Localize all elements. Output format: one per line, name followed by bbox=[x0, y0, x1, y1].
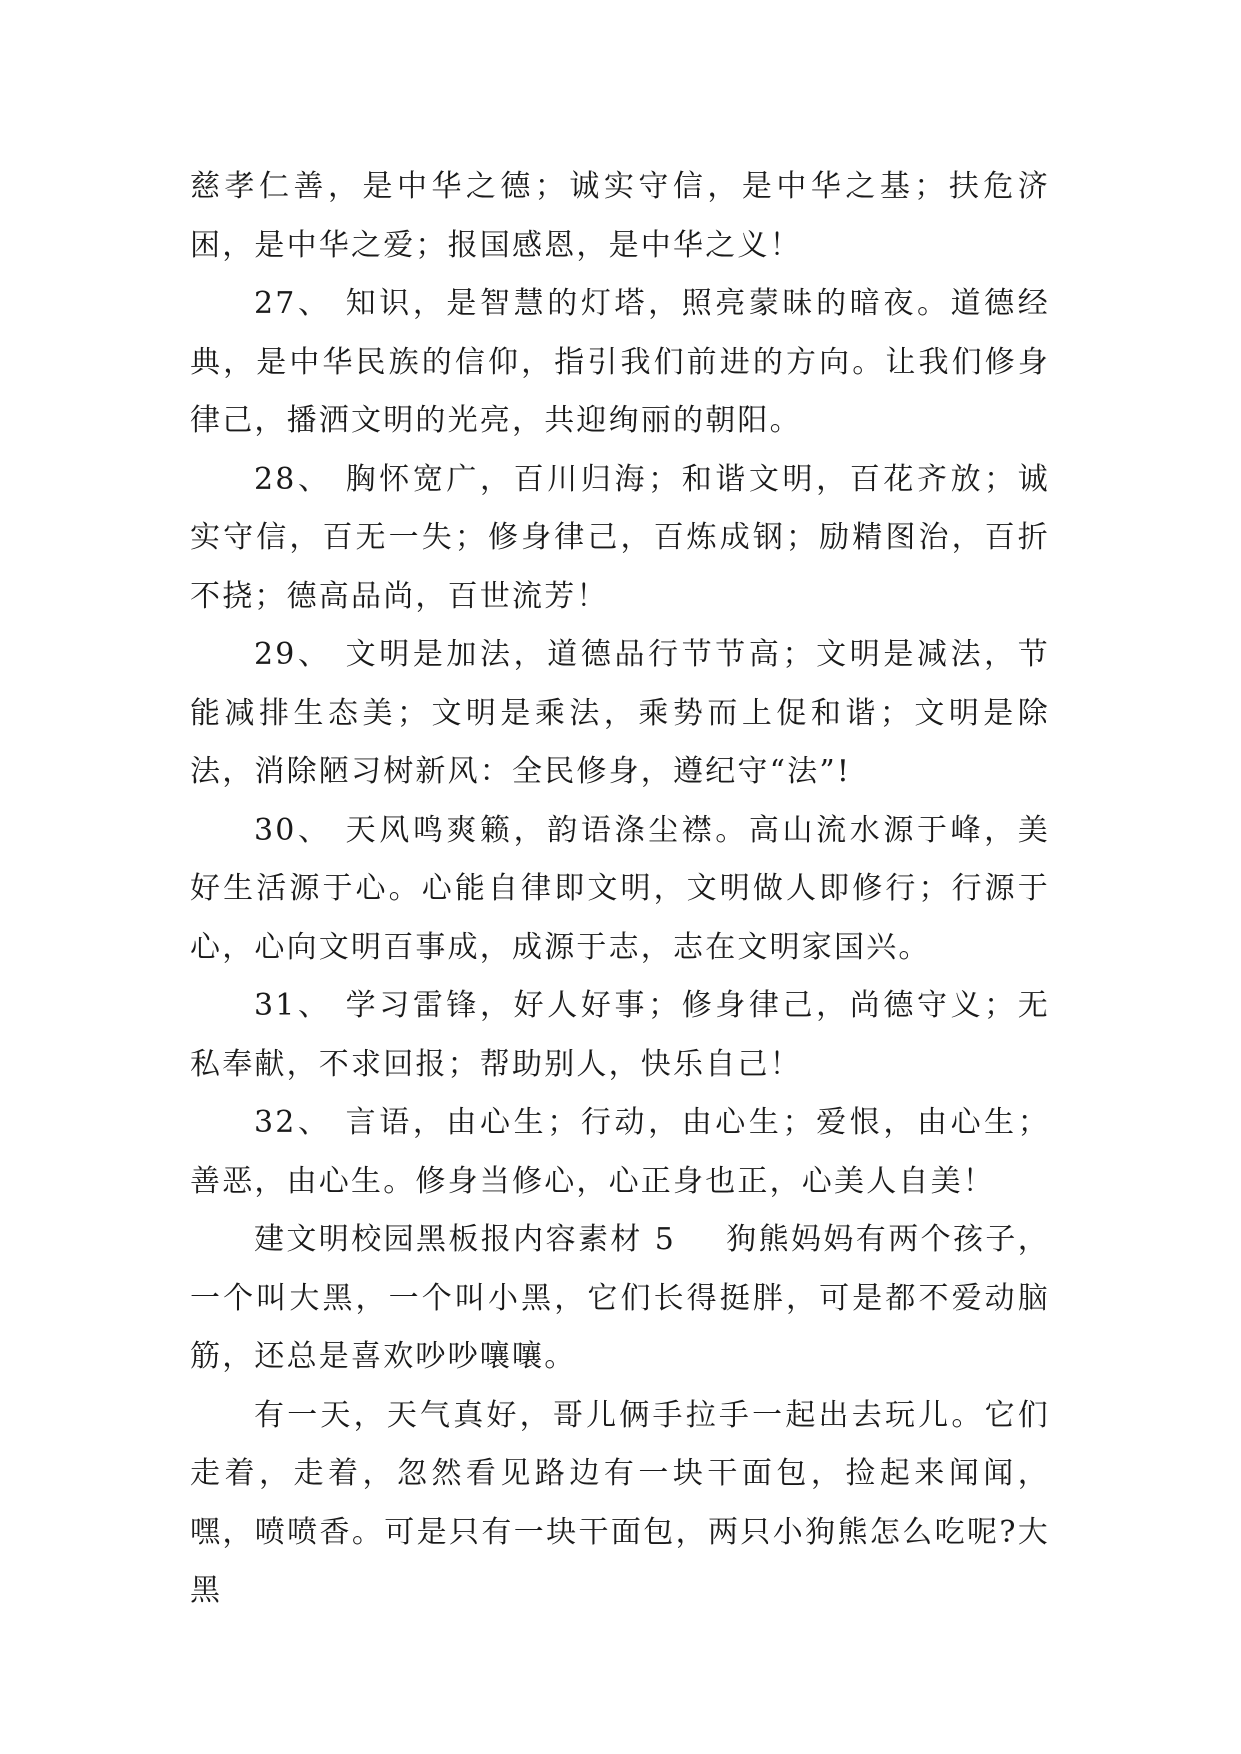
paragraph-28 bbox=[190, 451, 1050, 627]
paragraph-intro bbox=[190, 158, 1050, 275]
item-number: 31、 bbox=[254, 988, 332, 1023]
paragraph-text: 学习雷锋，好人好事；修身律己，尚德守义；无私奉献，不求回报；帮助别人，快乐自己！ bbox=[190, 988, 1050, 1082]
paragraph-text: 慈孝仁善，是中华之德；诚实守信，是中华之基；扶危济困，是中华之爱；报国感恩，是中华之义！ bbox=[190, 169, 1050, 263]
document-body bbox=[190, 158, 1050, 1621]
paragraph-story bbox=[190, 1387, 1050, 1621]
paragraph-27 bbox=[190, 275, 1050, 451]
section-paragraph bbox=[190, 1211, 1050, 1387]
paragraph-31 bbox=[190, 977, 1050, 1094]
paragraph-text: 有一天，天气真好，哥儿俩手拉手一起出去玩儿。它们走着，走着，忽然看见路边有一块干面包，捡起来闻闻，嘿，喷喷香。可是只有一块干面包，两只小狗熊怎么吃呢?大黑 bbox=[190, 1397, 1050, 1608]
item-number: 28、 bbox=[254, 461, 332, 497]
paragraph-29 bbox=[190, 626, 1050, 802]
paragraph-32 bbox=[190, 1094, 1050, 1211]
paragraph-text: 知识，是智慧的灯塔，照亮蒙昧的暗夜。道德经典，是中华民族的信仰，指引我们前进的方向。让我们修身律己，播洒文明的光亮，共迎绚丽的朝阳。 bbox=[190, 286, 1050, 438]
item-number: 27、 bbox=[254, 286, 332, 321]
paragraph-text: 天风鸣爽籁，韵语涤尘襟。高山流水源于峰，美好生活源于心。心能自律即文明，文明做人即修行；行源于心，心向文明百事成，成源于志，志在文明家国兴。 bbox=[190, 812, 1050, 965]
item-number: 32、 bbox=[254, 1105, 332, 1140]
paragraph-30 bbox=[190, 802, 1050, 978]
paragraph-text: 文明是加法，道德品行节节高；文明是减法，节能减排生态美；文明是乘法，乘势而上促和谐；文明是除法，消除陋习树新风：全民修身，遵纪守“法”! bbox=[190, 637, 1050, 789]
paragraph-text: 胸怀宽广，百川归海；和谐文明，百花齐放；诚实守信，百无一失；修身律己，百炼成钢；励精图治，百折不挠；德高品尚，百世流芳！ bbox=[190, 461, 1050, 614]
paragraph-text: 言语，由心生；行动，由心生；爱恨，由心生；善恶，由心生。修身当修心，心正身也正，心美人自美！ bbox=[190, 1105, 1050, 1199]
section-heading: 建文明校园黑板报内容素材 5 bbox=[254, 1222, 677, 1257]
item-number: 29、 bbox=[254, 637, 332, 672]
item-number: 30、 bbox=[254, 812, 332, 848]
section-text: 狗熊妈妈有两个孩子，一个叫大黑，一个叫小黑，它们长得挺胖，可是都不爱动脑筋，还总是喜欢吵吵嚷嚷。 bbox=[190, 1222, 1050, 1374]
